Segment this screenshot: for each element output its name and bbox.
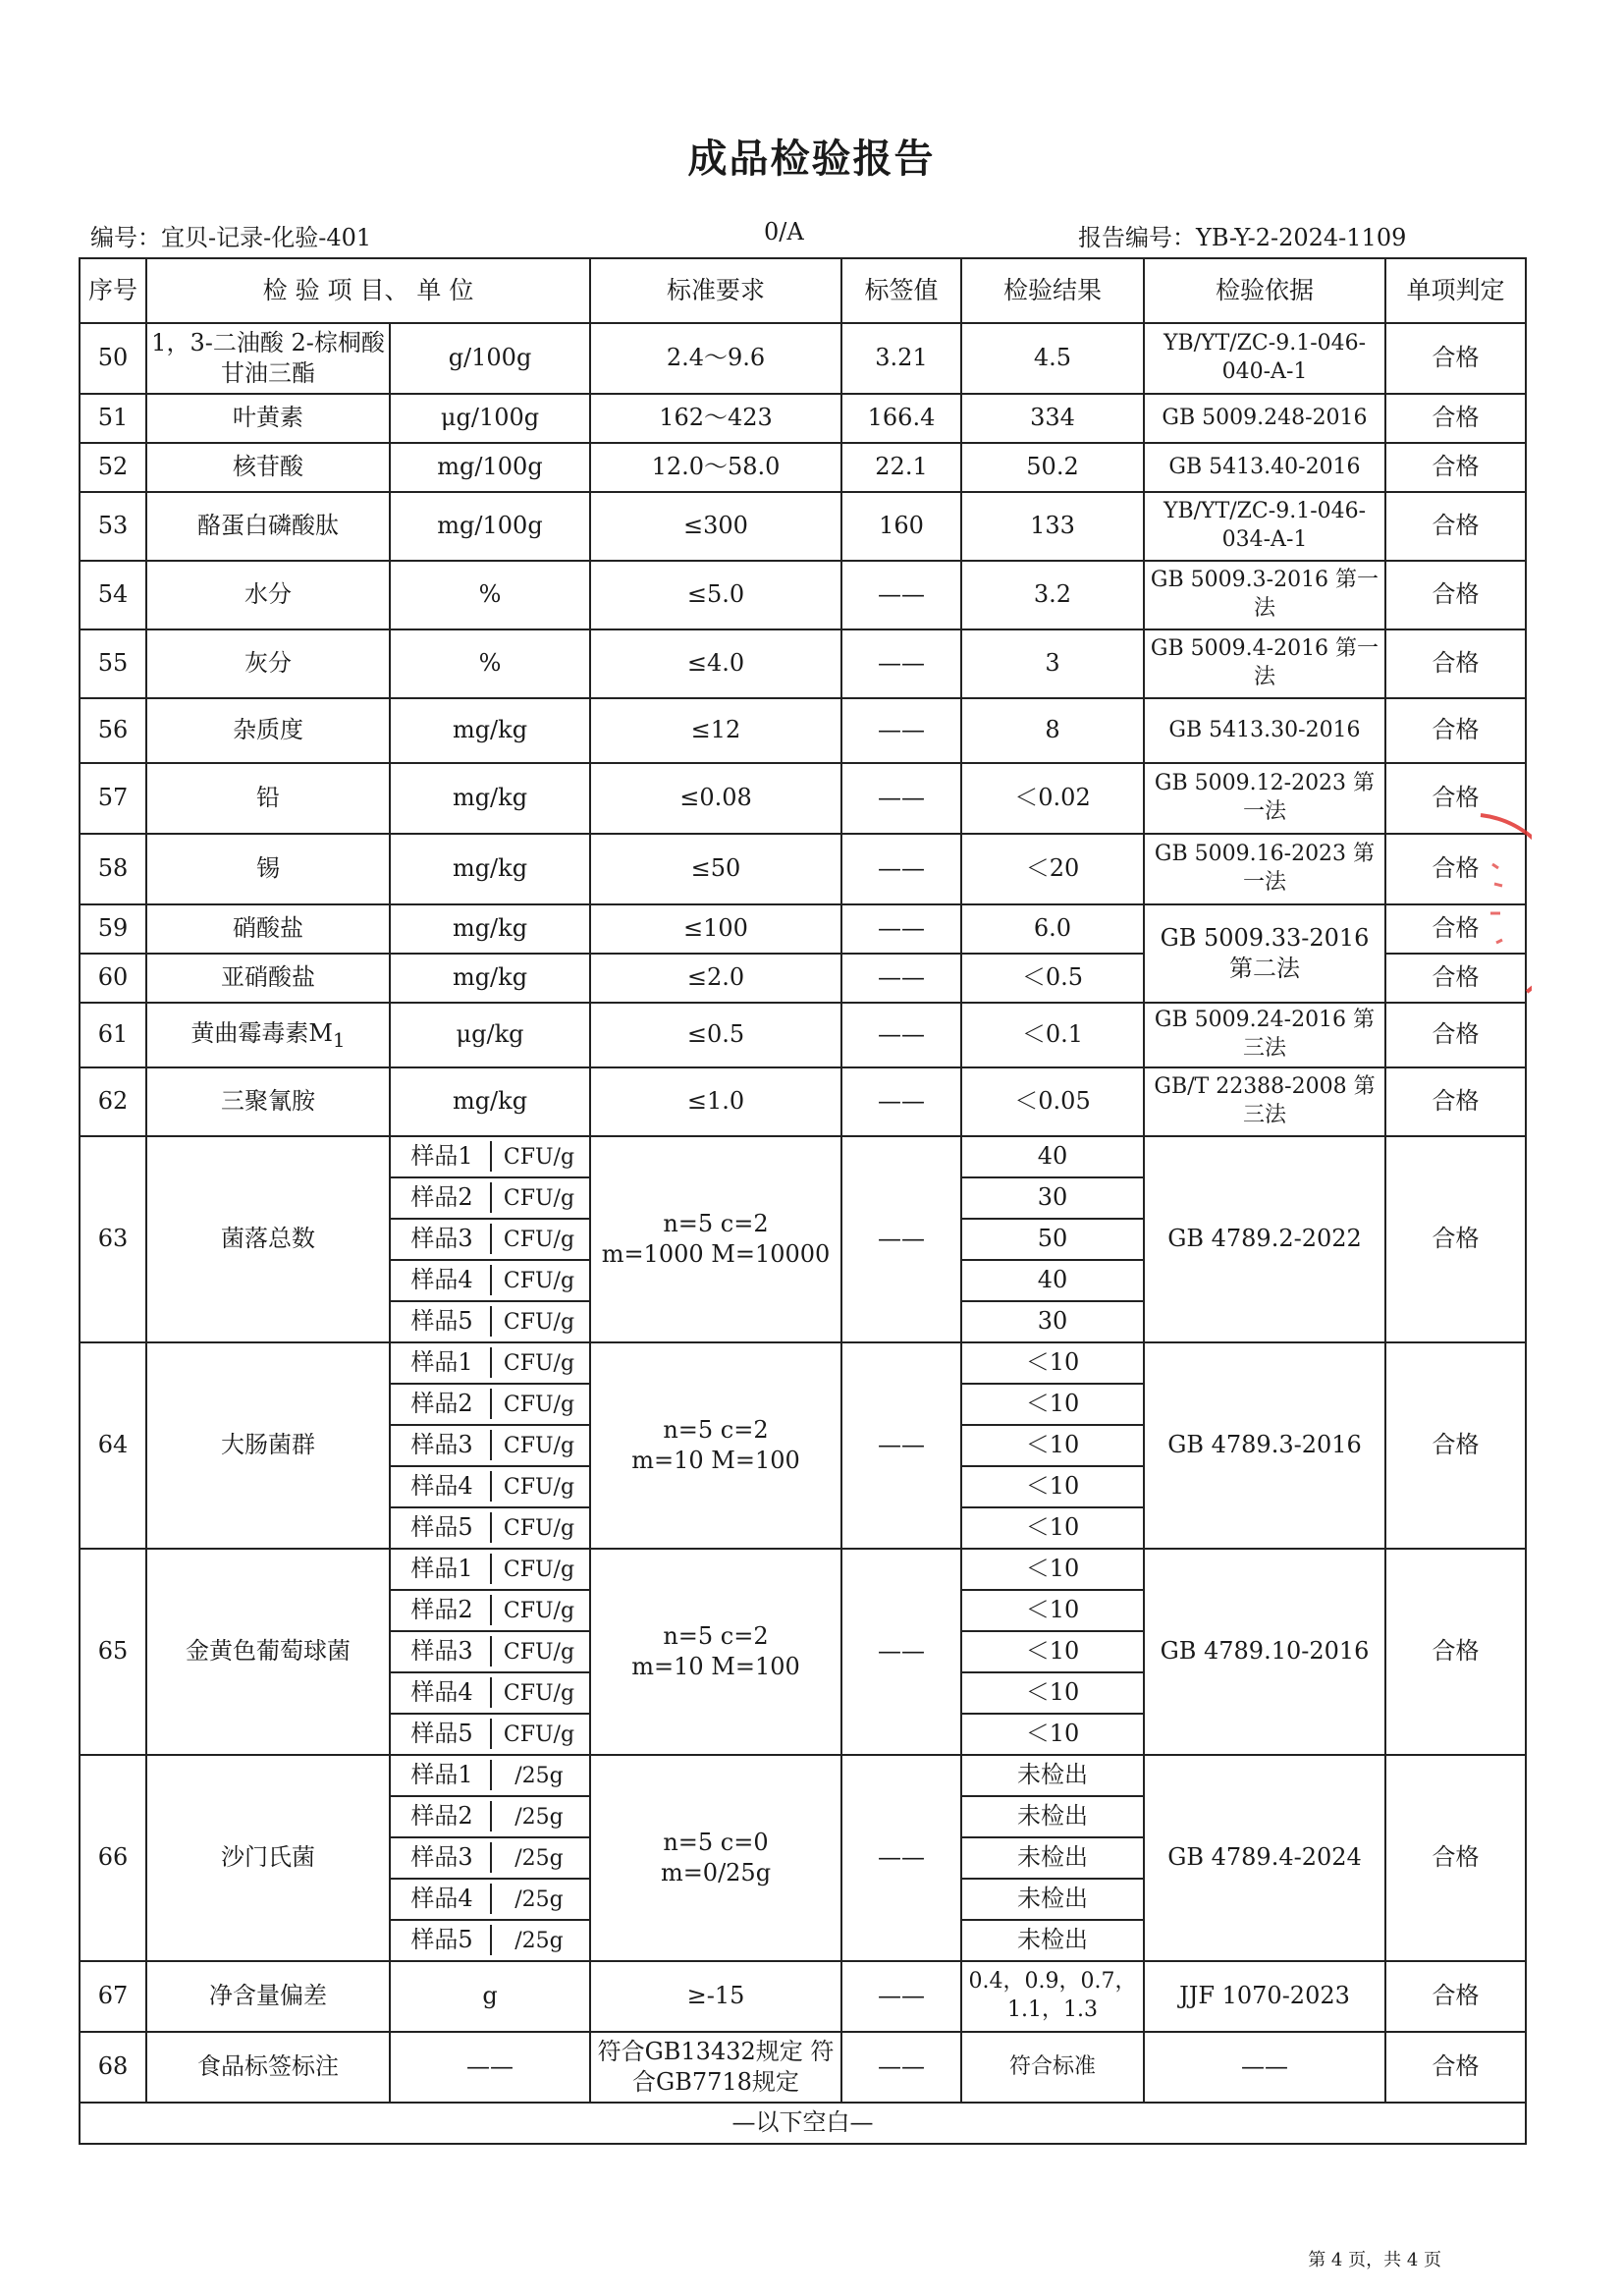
micro-standard	[590, 1549, 841, 1755]
sample-name: 样品3	[394, 1636, 492, 1667]
row-method: GB 5009.33-2016 第二法	[1144, 904, 1385, 1003]
row-result: 3	[961, 629, 1144, 698]
row-standard: 12.0～58.0	[590, 443, 841, 492]
sample-result: 30	[961, 1177, 1144, 1219]
row-judgement: 合格	[1385, 954, 1526, 1003]
table-row	[80, 323, 1526, 394]
sample-name: 样品1	[394, 1554, 492, 1584]
row-method: GB 5009.248-2016	[1144, 394, 1385, 443]
row-judgement: 合格	[1385, 561, 1526, 629]
row-seq: 61	[80, 1003, 146, 1067]
row-result: 6.0	[961, 904, 1144, 954]
row-method: GB 5413.30-2016	[1144, 698, 1385, 763]
micro-standard	[590, 1342, 841, 1549]
row-unit: g	[390, 1961, 590, 2032]
row-standard: ≥-15	[590, 1961, 841, 2032]
sample-name: 样品2	[394, 1801, 492, 1831]
row-unit: μg/kg	[390, 1003, 590, 1067]
row-item	[146, 629, 390, 698]
sample-result: ＜10	[961, 1507, 1144, 1549]
sample-result: 40	[961, 1136, 1144, 1177]
row-label-value: ——	[841, 2032, 961, 2103]
sample-name: 样品3	[394, 1224, 492, 1254]
micro-standard	[590, 1755, 841, 1961]
table-row	[80, 1003, 1526, 1067]
sample-name: 样品4	[394, 1265, 492, 1295]
row-standard: 符合GB13432规定 符合GB7718规定	[590, 2032, 841, 2103]
report-number: 报告编号：YB-Y-2-2024-1109	[1078, 224, 1407, 251]
sample-result: ＜10	[961, 1631, 1144, 1672]
row-item-text: 黄曲霉毒素M	[190, 1018, 333, 1047]
sample-name: 样品2	[394, 1595, 492, 1625]
micro-standard	[590, 1136, 841, 1342]
header-judgement: 单项判定	[1385, 258, 1526, 323]
row-unit: μg/100g	[390, 394, 590, 443]
footer-row	[80, 2103, 1526, 2144]
sample-name-unit	[390, 1920, 590, 1961]
header-row	[80, 258, 1526, 323]
row-standard: ≤0.08	[590, 763, 841, 834]
row-label-value: ——	[841, 629, 961, 698]
row-label-value: ——	[841, 698, 961, 763]
table-row	[80, 1961, 1526, 2032]
sample-name-unit	[390, 1466, 590, 1507]
micro-standard-line2: m=10 M=100	[631, 1653, 800, 1680]
sample-name-unit	[390, 1672, 590, 1714]
row-method: GB 5009.24-2016 第三法	[1144, 1003, 1385, 1067]
row-result: 符合标准	[961, 2032, 1144, 2103]
document-number: 编号：宜贝-记录-化验-401	[90, 224, 372, 251]
row-judgement: 合格	[1385, 698, 1526, 763]
micro-judgement: 合格	[1385, 1342, 1526, 1549]
sample-unit: CFU/g	[503, 1475, 575, 1501]
sample-result: ＜10	[961, 1466, 1144, 1507]
sample-unit: CFU/g	[503, 1722, 575, 1748]
sample-unit: /25g	[514, 1764, 564, 1789]
micro-method: GB 4789.4-2024	[1144, 1755, 1385, 1961]
micro-seq: 63	[80, 1136, 146, 1342]
row-result: ＜20	[961, 834, 1144, 904]
row-seq: 57	[80, 763, 146, 834]
row-judgement: 合格	[1385, 323, 1526, 394]
micro-item: 沙门氏菌	[146, 1755, 390, 1961]
row-judgement: 合格	[1385, 443, 1526, 492]
sample-result: 未检出	[961, 1879, 1144, 1920]
micro-label-value: ——	[841, 1755, 961, 1961]
sample-name: 样品5	[394, 1719, 492, 1749]
micro-item: 菌落总数	[146, 1136, 390, 1342]
row-unit: mg/kg	[390, 1067, 590, 1136]
sample-name: 样品5	[394, 1512, 492, 1543]
row-standard: 2.4～9.6	[590, 323, 841, 394]
micro-judgement: 合格	[1385, 1549, 1526, 1755]
sample-row	[80, 1755, 1526, 1796]
table-row	[80, 904, 1526, 954]
row-item	[146, 492, 390, 561]
micro-label-value: ——	[841, 1136, 961, 1342]
sample-result: ＜10	[961, 1549, 1144, 1590]
sample-result: 未检出	[961, 1920, 1144, 1961]
micro-standard-line1: n=5 c=0	[663, 1828, 769, 1856]
table-row	[80, 629, 1526, 698]
row-label-value: 22.1	[841, 443, 961, 492]
row-result: 0.4，0.9，0.7，1.1，1.3	[961, 1961, 1144, 2032]
row-method: GB 5413.40-2016	[1144, 443, 1385, 492]
sample-result: ＜10	[961, 1342, 1144, 1384]
row-item-text: 核苷酸	[233, 453, 303, 481]
sample-result: ＜10	[961, 1714, 1144, 1755]
sample-name: 样品4	[394, 1884, 492, 1914]
row-seq: 53	[80, 492, 146, 561]
red-seal	[1473, 805, 1532, 1002]
row-label-value: ——	[841, 834, 961, 904]
sample-name-unit	[390, 1260, 590, 1301]
row-item-text: 1，3-二油酸 2-棕桐酸甘油三酯	[151, 328, 385, 387]
row-seq: 52	[80, 443, 146, 492]
micro-seq: 66	[80, 1755, 146, 1961]
sample-unit: CFU/g	[503, 1393, 575, 1418]
row-label-value: ——	[841, 1961, 961, 2032]
sample-name-unit	[390, 1796, 590, 1837]
row-item-text: 水分	[244, 580, 292, 609]
row-label-value: 3.21	[841, 323, 961, 394]
row-item: 净含量偏差	[146, 1961, 390, 2032]
row-item-text: 三聚氰胺	[221, 1087, 315, 1116]
micro-standard-line2: m=10 M=100	[631, 1447, 800, 1474]
row-item-text: 铅	[256, 784, 280, 812]
row-method: GB 5009.3-2016 第一法	[1144, 561, 1385, 629]
micro-label-value: ——	[841, 1342, 961, 1549]
row-item	[146, 323, 390, 394]
sample-name: 样品1	[394, 1347, 492, 1378]
row-item	[146, 443, 390, 492]
sample-row	[80, 1136, 1526, 1177]
row-item-text: 锡	[256, 854, 280, 883]
sample-name-unit	[390, 1879, 590, 1920]
row-label-value: ——	[841, 1003, 961, 1067]
header-standard: 标准要求	[590, 258, 841, 323]
sample-unit: CFU/g	[503, 1228, 575, 1253]
row-standard: ≤50	[590, 834, 841, 904]
row-unit: %	[390, 629, 590, 698]
row-method: JJF 1070-2023	[1144, 1961, 1385, 2032]
row-standard: ≤5.0	[590, 561, 841, 629]
sample-name: 样品3	[394, 1430, 492, 1460]
sample-name-unit	[390, 1837, 590, 1879]
micro-method: GB 4789.2-2022	[1144, 1136, 1385, 1342]
sample-name: 样品1	[394, 1141, 492, 1172]
row-item	[146, 698, 390, 763]
sample-unit: CFU/g	[503, 1640, 575, 1666]
micro-seq: 64	[80, 1342, 146, 1549]
sample-name: 样品2	[394, 1389, 492, 1419]
row-unit: mg/kg	[390, 904, 590, 954]
row-judgement: 合格	[1385, 904, 1526, 954]
sample-name-unit	[390, 1507, 590, 1549]
row-seq: 62	[80, 1067, 146, 1136]
sample-unit: CFU/g	[503, 1516, 575, 1542]
sample-unit: CFU/g	[503, 1558, 575, 1583]
row-seq: 59	[80, 904, 146, 954]
sample-result: 40	[961, 1260, 1144, 1301]
sample-name: 样品4	[394, 1677, 492, 1708]
row-unit: %	[390, 561, 590, 629]
micro-method: GB 4789.3-2016	[1144, 1342, 1385, 1549]
row-unit: g/100g	[390, 323, 590, 394]
inspection-table	[79, 257, 1527, 2145]
micro-judgement: 合格	[1385, 1755, 1526, 1961]
sample-name-unit	[390, 1177, 590, 1219]
row-seq: 50	[80, 323, 146, 394]
table-row	[80, 698, 1526, 763]
sample-name-unit	[390, 1342, 590, 1384]
row-standard: ≤2.0	[590, 954, 841, 1003]
row-label-value: ——	[841, 954, 961, 1003]
row-judgement: 合格	[1385, 1067, 1526, 1136]
row-result: ＜0.5	[961, 954, 1144, 1003]
sample-result: ＜10	[961, 1384, 1144, 1425]
table-row	[80, 2032, 1526, 2103]
sample-result: ＜10	[961, 1672, 1144, 1714]
row-standard: ≤100	[590, 904, 841, 954]
sample-name-unit	[390, 1219, 590, 1260]
row-method: GB 5009.4-2016 第一法	[1144, 629, 1385, 698]
sample-unit: CFU/g	[503, 1186, 575, 1212]
row-standard: ≤300	[590, 492, 841, 561]
sample-result: ＜10	[961, 1425, 1144, 1466]
row-judgement: 合格	[1385, 1003, 1526, 1067]
row-seq: 67	[80, 1961, 146, 2032]
row-item-text: 灰分	[244, 649, 292, 678]
row-item-subscript: 1	[332, 1027, 346, 1052]
row-seq: 58	[80, 834, 146, 904]
row-item	[146, 834, 390, 904]
sample-unit: CFU/g	[503, 1599, 575, 1624]
row-standard: ≤1.0	[590, 1067, 841, 1136]
page-title: 成品检验报告	[687, 137, 936, 182]
row-label-value: ——	[841, 904, 961, 954]
micro-method: GB 4789.10-2016	[1144, 1549, 1385, 1755]
row-result: 8	[961, 698, 1144, 763]
row-result: 334	[961, 394, 1144, 443]
row-label-value: ——	[841, 763, 961, 834]
row-item	[146, 561, 390, 629]
sample-row	[80, 1342, 1526, 1384]
row-label-value: ——	[841, 1067, 961, 1136]
sample-result: 未检出	[961, 1755, 1144, 1796]
sample-result: 未检出	[961, 1837, 1144, 1879]
micro-standard-line2: m=0/25g	[660, 1859, 772, 1886]
row-judgement: 合格	[1385, 834, 1526, 904]
row-unit: mg/kg	[390, 834, 590, 904]
sample-name: 样品1	[394, 1760, 492, 1790]
row-judgement: 合格	[1385, 394, 1526, 443]
header-item: 检 验 项 目、 单 位	[146, 258, 590, 323]
row-result: ＜0.02	[961, 763, 1144, 834]
row-method: GB/T 22388-2008 第三法	[1144, 1067, 1385, 1136]
sample-name-unit	[390, 1384, 590, 1425]
row-item-text: 亚硝酸盐	[221, 963, 315, 992]
row-standard: ≤4.0	[590, 629, 841, 698]
row-method: YB/YT/ZC-9.1-046-034-A-1	[1144, 492, 1385, 561]
row-judgement: 合格	[1385, 492, 1526, 561]
row-seq: 60	[80, 954, 146, 1003]
sample-name-unit	[390, 1590, 590, 1631]
row-item	[146, 1003, 390, 1067]
row-result: 3.2	[961, 561, 1144, 629]
row-result: 50.2	[961, 443, 1144, 492]
row-item	[146, 394, 390, 443]
sample-unit: CFU/g	[503, 1351, 575, 1377]
sample-name: 样品5	[394, 1925, 492, 1955]
sample-unit: CFU/g	[503, 1681, 575, 1707]
row-judgement: 合格	[1385, 1961, 1526, 2032]
row-unit: mg/100g	[390, 443, 590, 492]
sample-unit: /25g	[514, 1929, 564, 1954]
micro-label-value: ——	[841, 1549, 961, 1755]
row-item	[146, 904, 390, 954]
table-row	[80, 1067, 1526, 1136]
row-item	[146, 954, 390, 1003]
sample-unit: /25g	[514, 1846, 564, 1872]
micro-standard-line2: m=1000 M=10000	[601, 1240, 831, 1268]
sample-name: 样品5	[394, 1306, 492, 1337]
header-label: 标签值	[841, 258, 961, 323]
micro-judgement: 合格	[1385, 1136, 1526, 1342]
row-item-text: 叶黄素	[233, 404, 303, 432]
sample-name: 样品3	[394, 1842, 492, 1873]
table-row	[80, 561, 1526, 629]
row-method: GB 5009.12-2023 第一法	[1144, 763, 1385, 834]
table-row	[80, 443, 1526, 492]
row-label-value: 160	[841, 492, 961, 561]
row-result: ＜0.05	[961, 1067, 1144, 1136]
row-item	[146, 763, 390, 834]
row-judgement: 合格	[1385, 629, 1526, 698]
row-seq: 54	[80, 561, 146, 629]
row-item	[146, 1067, 390, 1136]
table-row	[80, 834, 1526, 904]
micro-standard-line1: n=5 c=2	[663, 1415, 769, 1444]
row-item-text: 酪蛋白磷酸肽	[197, 512, 339, 540]
row-standard: ≤0.5	[590, 1003, 841, 1067]
sample-unit: /25g	[514, 1805, 564, 1831]
sample-name-unit	[390, 1136, 590, 1177]
row-unit: mg/kg	[390, 698, 590, 763]
sample-name: 样品2	[394, 1182, 492, 1213]
row-method: YB/YT/ZC-9.1-046-040-A-1	[1144, 323, 1385, 394]
table-row	[80, 763, 1526, 834]
sample-unit: /25g	[514, 1887, 564, 1913]
sample-row	[80, 1549, 1526, 1590]
row-item-text: 硝酸盐	[233, 914, 303, 943]
row-standard: 162～423	[590, 394, 841, 443]
row-item-text: 杂质度	[233, 716, 303, 744]
header-method: 检验依据	[1144, 258, 1385, 323]
version-code: 0/A	[764, 218, 804, 246]
row-seq: 56	[80, 698, 146, 763]
sample-unit: CFU/g	[503, 1145, 575, 1171]
row-method: GB 5009.16-2023 第一法	[1144, 834, 1385, 904]
sample-name-unit	[390, 1714, 590, 1755]
row-unit: mg/100g	[390, 492, 590, 561]
row-method: ——	[1144, 2032, 1385, 2103]
row-label-value: 166.4	[841, 394, 961, 443]
sample-result: ＜10	[961, 1590, 1144, 1631]
table-row	[80, 394, 1526, 443]
sample-name: 样品4	[394, 1471, 492, 1502]
row-seq: 55	[80, 629, 146, 698]
row-result: ＜0.1	[961, 1003, 1144, 1067]
sample-unit: CFU/g	[503, 1310, 575, 1336]
micro-standard-line1: n=5 c=2	[663, 1209, 769, 1237]
row-judgement: 合格	[1385, 2032, 1526, 2103]
row-seq: 51	[80, 394, 146, 443]
table-row	[80, 492, 1526, 561]
sample-name-unit	[390, 1425, 590, 1466]
header-seq: 序号	[80, 258, 146, 323]
sample-name-unit	[390, 1301, 590, 1342]
page-number: 第 4 页，共 4 页	[1308, 2250, 1441, 2270]
row-standard: ≤12	[590, 698, 841, 763]
header-result: 检验结果	[961, 258, 1144, 323]
sample-unit: CFU/g	[503, 1269, 575, 1294]
micro-item: 大肠菌群	[146, 1342, 390, 1549]
micro-standard-line1: n=5 c=2	[663, 1621, 769, 1650]
sample-name-unit	[390, 1631, 590, 1672]
micro-seq: 65	[80, 1549, 146, 1755]
footer-blank-note: —以下空白—	[80, 2103, 1526, 2144]
row-unit: mg/kg	[390, 954, 590, 1003]
row-result: 133	[961, 492, 1144, 561]
row-item: 食品标签标注	[146, 2032, 390, 2103]
sample-name-unit	[390, 1755, 590, 1796]
micro-item: 金黄色葡萄球菌	[146, 1549, 390, 1755]
row-judgement: 合格	[1385, 763, 1526, 834]
sample-result: 未检出	[961, 1796, 1144, 1837]
row-unit: ——	[390, 2032, 590, 2103]
sample-name-unit	[390, 1549, 590, 1590]
sample-result: 50	[961, 1219, 1144, 1260]
sample-result: 30	[961, 1301, 1144, 1342]
sample-unit: CFU/g	[503, 1434, 575, 1459]
row-label-value: ——	[841, 561, 961, 629]
row-seq: 68	[80, 2032, 146, 2103]
row-unit: mg/kg	[390, 763, 590, 834]
row-result: 4.5	[961, 323, 1144, 394]
